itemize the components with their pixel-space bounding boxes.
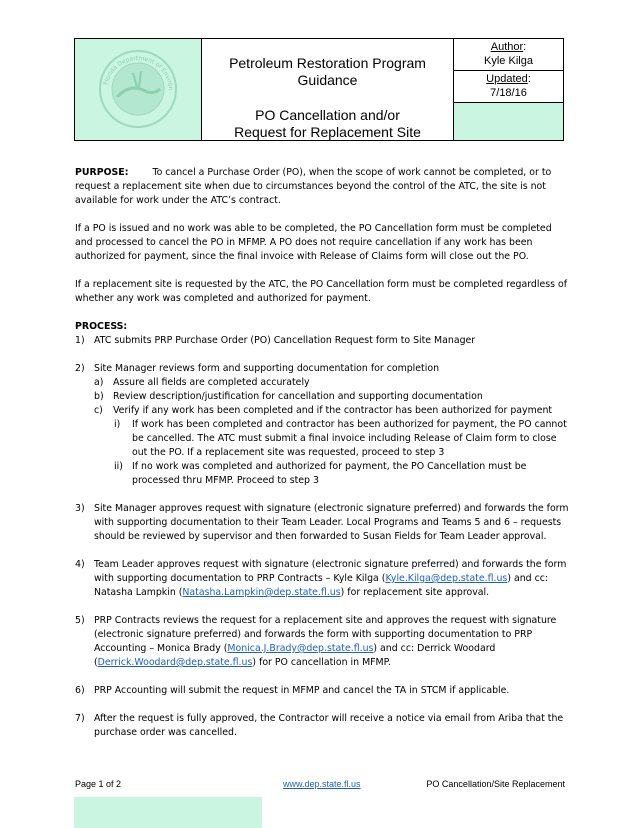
step-2c-i-text: If work has been completed and contractor has been authorized for payment, the PO cannot be cancelled. The ATC must submit a final invoice including Release of Claim form to close out the PO. If a replacement site was requested, proceed to step 3	[132, 419, 567, 458]
purpose-text: To cancel a Purchase Order (PO), when the scope of work cannot be completed, or to request a replacement site when due to circumstances beyond the control of the ATC, the site is not available for work under the ATC’s contract.	[75, 167, 552, 206]
step-7-text: After the request is fully approved, the Contractor will receive a notice via email from Ariba that the purchase order was cancelled.	[94, 713, 564, 738]
header-table	[74, 38, 564, 141]
step-2: 2) Site Manager reviews form and supporting documentation for completion a) Assure all fields are completed accurately b) Review description/justification for cancellation and supporting documentation c) Verify if any work has been completed and if the contractor has been authorized for payment i) If work has been completed and contractor has been authorized for payment, the PO cannot be cancelled. The ATC must submit a final invoice including Release of Claim form to close out the PO. If a replacement site was requested, proceed to step 3 ii) If no work was completed and authorized for payment, the PO Cancellation must be processed thru MFMP. Proceed to step 3	[75, 363, 567, 486]
author-label: Author	[490, 41, 524, 53]
title-cell	[202, 39, 453, 140]
step-4-text: Team Leader approves request with signature (electronic signature preferred) and forwards the form with supporting documentation to PRP Contracts – Kyle Kilga (Kyle.Kilga@dep.state.fl.us) and cc: Natasha Lampkin (Natasha.Lampkin@dep.state.fl.us) for replacement site approval.	[94, 559, 567, 598]
updated-value: 7/18/16	[490, 87, 527, 99]
program-title-line2: Guidance	[297, 72, 358, 88]
document-body	[75, 166, 570, 754]
email-link-monica-brady[interactable]: Monica.J.Brady@dep.state.fl.us	[227, 643, 374, 654]
author-empty-cell	[454, 103, 563, 140]
step-6: 6) PRP Accounting will submit the request in MFMP and cancel the TA in STCM if applicable.	[75, 685, 510, 696]
paragraph-replacement-site: If a replacement site is requested by the ATC, the PO Cancellation form must be completed regardless of whether any work was completed and authorized for payment.	[75, 279, 568, 304]
updated-label: Updated	[486, 73, 528, 85]
purpose-paragraph	[75, 166, 570, 208]
step-2-text: Site Manager reviews form and supporting documentation for completion	[94, 363, 440, 374]
footer-document-name: PO Cancellation/Site Replacement	[426, 779, 565, 789]
paragraph-po-cancellation: If a PO is issued and no work was able to be completed, the PO Cancellation form must be completed and processed to cancel the PO in MFMP. A PO does not require cancellation if any work has been authorized for payment, since the final invoice with Release of Claims form will close out the PO.	[75, 223, 552, 262]
footer-website-link[interactable]: www.dep.state.fl.us	[283, 779, 361, 789]
step-7: 7) After the request is fully approved, the Contractor will receive a notice via email from Ariba that the purchase order was cancelled.	[75, 713, 564, 738]
step-5: 5) PRP Contracts reviews the request for a replacement site and approves the request with signature (electronic signature preferred) and forwards the form with supporting documentation to PRP Accounting – Monica Brady (Monica.J.Brady@dep.state.fl.us) and cc: Derrick Woodard (Derrick.Woodard@dep.state.fl.us) for PO cancellation in MFMP.	[75, 615, 557, 668]
program-title: Petroleum Restoration Program	[229, 55, 426, 71]
document-subtitle: PO Cancellation and/or	[255, 107, 400, 123]
process-label: PROCESS:	[75, 321, 128, 332]
step-2c-ii-text: If no work was completed and authorized for payment, the PO Cancellation must be processed thru MFMP. Proceed to step 3	[132, 461, 527, 486]
author-cell	[453, 39, 563, 140]
email-link-derrick-woodard[interactable]: Derrick.Woodard@dep.state.fl.us	[97, 657, 253, 668]
email-link-kyle-kilga[interactable]: Kyle.Kilga@dep.state.fl.us	[385, 573, 508, 584]
step-2a-text: Assure all fields are completed accurately	[113, 377, 310, 388]
logo-cell	[75, 39, 202, 140]
footer	[75, 779, 565, 791]
dep-seal-logo	[75, 39, 201, 140]
step-6-text: PRP Accounting will submit the request in MFMP and cancel the TA in STCM if applicable.	[94, 685, 510, 696]
purpose-label: PURPOSE:	[75, 167, 129, 178]
document-subtitle-line2: Request for Replacement Site	[234, 124, 421, 140]
step-3: 3) Site Manager approves request with signature (electronic signature preferred) and forwards the form with supporting documentation to their Team Leader. Local Programs and Teams 5 and 6 – requests should be reviewed by supervisor and then forwarded to Susan Fields for Team Leader approval.	[75, 503, 569, 542]
author-value: Kyle Kilga	[484, 55, 533, 67]
step-2b-text: Review description/justification for cancellation and supporting documentation	[113, 391, 483, 402]
step-3-text: Site Manager approves request with signature (electronic signature preferred) and forwards the form with supporting documentation to their Team Leader. Local Programs and Teams 5 and 6 – requests should be reviewed by supervisor and then forwarded to Susan Fields for Team Leader approval.	[94, 503, 569, 542]
step-5-text: PRP Contracts reviews the request for a replacement site and approves the request with signature (electronic signature preferred) and forwards the form with supporting documentation to PRP Accounting – Monica Brady (Monica.J.Brady@dep.state.fl.us) and cc: Derrick Woodard (Derrick.Woodard@dep.state.fl.us) for PO cancellation in MFMP.	[94, 615, 557, 668]
email-link-natasha-lampkin[interactable]: Natasha.Lampkin@dep.state.fl.us	[182, 587, 341, 598]
step-4: 4) Team Leader approves request with signature (electronic signature preferred) and forwards the form with supporting documentation to PRP Contracts – Kyle Kilga (Kyle.Kilga@dep.state.fl.us) and cc: Natasha Lampkin (Natasha.Lampkin@dep.state.fl.us) for replacement site approval.	[75, 559, 567, 598]
step-1-text: ATC submits PRP Purchase Order (PO) Cancellation Request form to Site Manager	[94, 335, 476, 346]
page-number: Page 1 of 2	[75, 779, 122, 789]
step-1: 1) ATC submits PRP Purchase Order (PO) Cancellation Request form to Site Manager	[75, 335, 476, 346]
logo-lettering: Florida Department of Environ	[102, 54, 175, 91]
updated-block: Updated: 7/18/16	[454, 71, 563, 103]
footer-shaded-box	[74, 797, 262, 828]
author-block: Author: Kyle Kilga	[454, 39, 563, 71]
step-2c-text: Verify if any work has been completed and if the contractor has been authorized for payment	[113, 405, 553, 416]
